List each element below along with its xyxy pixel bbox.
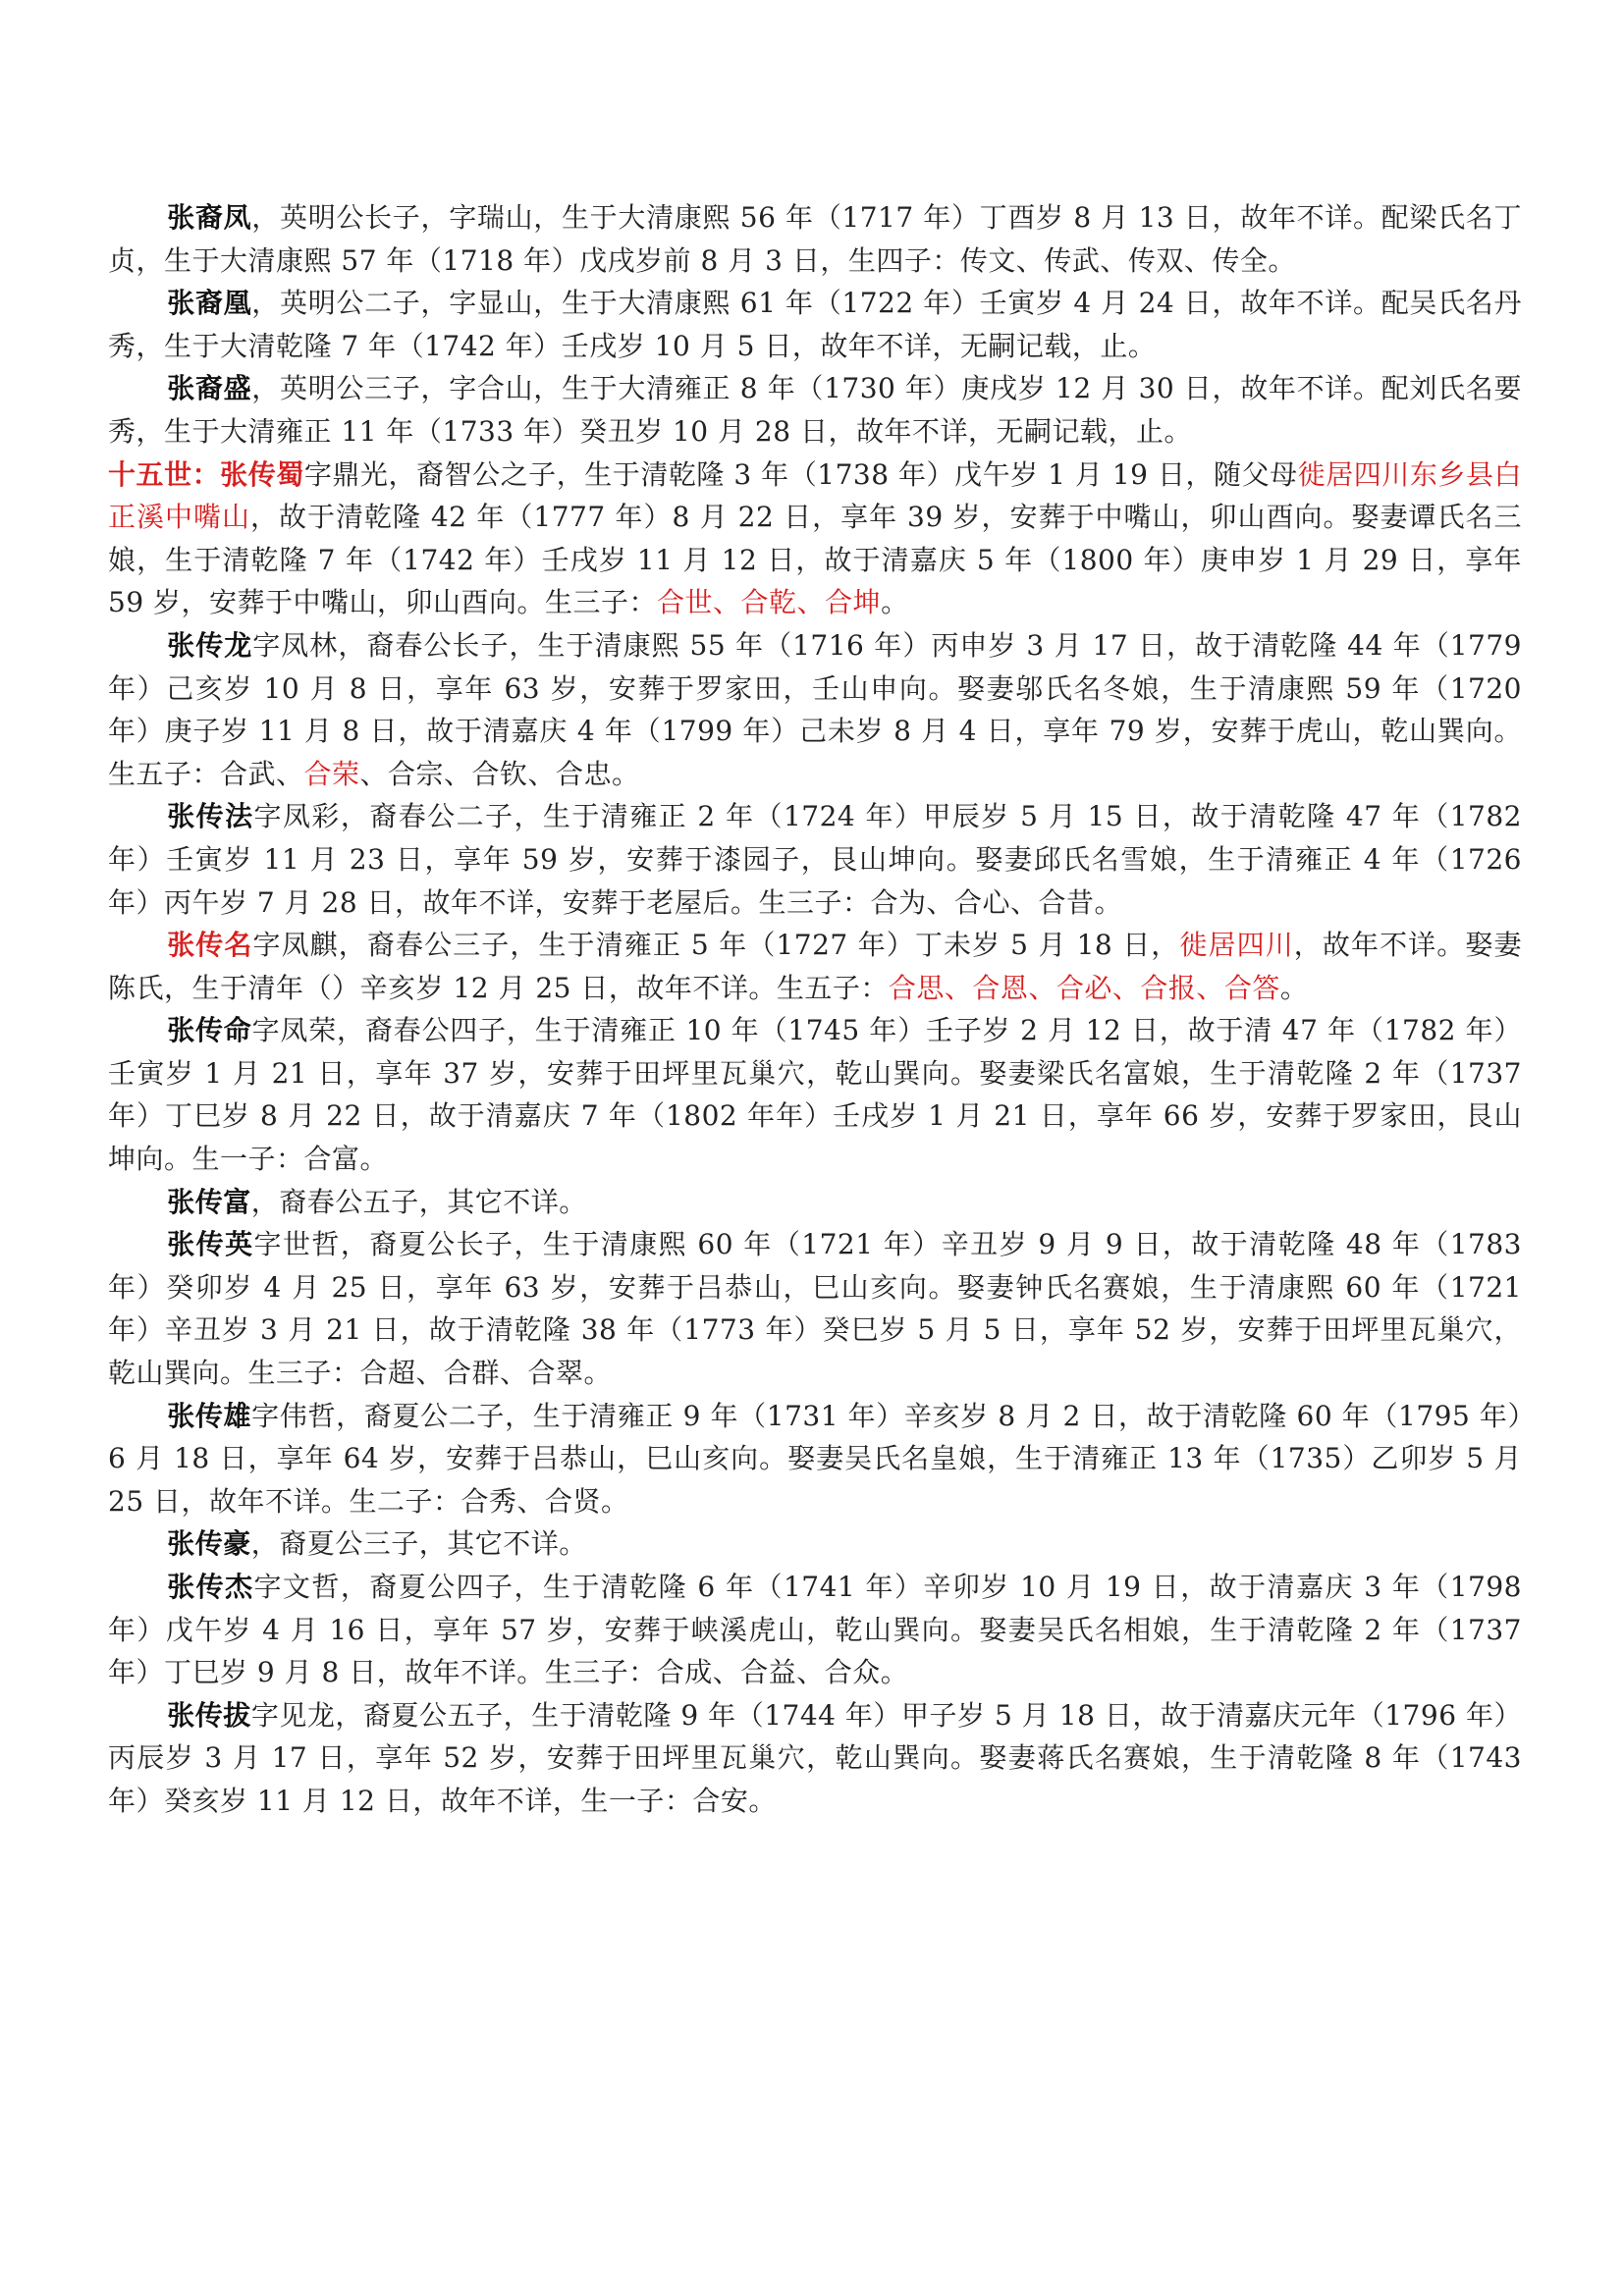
entry-text: ，裔春公五子，其它不详。 (250, 1185, 587, 1218)
person-name: 张传杰 (167, 1571, 254, 1603)
entry-text: 。 (1279, 971, 1309, 1004)
highlighted-text: 徙居四川东乡县白正溪中嘴山 (108, 457, 1522, 534)
person-name: 张传富 (167, 1185, 251, 1218)
genealogy-entry (108, 1181, 1522, 1224)
genealogy-entry (108, 1522, 1522, 1566)
entry-text: 字世哲，裔夏公长子，生于清康熙 60 年（1721 年）辛丑岁 9 月 9 日，故于清乾隆 48 年（1783 年）癸卯岁 4 月 25 日，享年 63 岁，安葬于吕恭山，巳山亥向。娶妻钟氏名赛娘，生于清康熙 60 年（1721 年）辛丑岁 3 月 21 日，故于清乾隆 38 年（1773 年）癸巳岁 5 月 5 日，享年 52 岁，安葬于田坪里瓦巢穴，乾山巽向。生三子：合超、合群、合翠。 (108, 1228, 1522, 1390)
genealogy-entry (108, 1566, 1522, 1694)
person-name: 张裔凰 (167, 287, 252, 320)
entry-text: 。 (881, 586, 909, 619)
person-name: 张传龙 (167, 628, 253, 662)
genealogy-page (108, 196, 1522, 1823)
entry-text: 字文哲，裔夏公四子，生于清乾隆 6 年（1741 年）辛卯岁 10 月 19 日，故于清嘉庆 3 年（1798 年）戊午岁 4 月 16 日，享年 57 岁，安葬于峡溪虎山，乾山巽向。娶妻吴氏名相娘，生于清乾隆 2 年（1737 年）丁巳岁 9 月 8 日，故年不详。生三子：合成、合益、合众。 (108, 1571, 1522, 1689)
person-name: 十五世：张传蜀 (108, 457, 304, 491)
genealogy-entry (108, 624, 1522, 795)
entry-text: ，英明公长子，字瑞山，生于大清康熙 56 年（1717 年）丁酉岁 8 月 13 日，故年不详。配梁氏名丁贞，生于大清康熙 57 年（1718 年）戊戌岁前 8 月 3 日，生四子：传文、传武、传双、传全。 (108, 201, 1522, 277)
person-name: 张传命 (167, 1014, 252, 1047)
person-name: 张传英 (167, 1228, 254, 1261)
genealogy-entry (108, 196, 1522, 282)
person-name: 张传豪 (167, 1527, 251, 1561)
genealogy-entry (108, 367, 1522, 453)
person-name: 张传名 (167, 929, 253, 962)
entry-text: 字凤彩，裔春公二子，生于清雍正 2 年（1724 年）甲辰岁 5 月 15 日，故于清乾隆 47 年（1782 年）壬寅岁 11 月 23 日，享年 59 岁，安葬于漆园子，艮山坤向。娶妻邱氏名雪娘，生于清雍正 4 年（1726 年）丙午岁 7 月 28 日，故年不详，安葬于老屋后。生三子：合为、合心、合昔。 (108, 800, 1522, 919)
genealogy-entry (108, 454, 1522, 624)
genealogy-entry (108, 924, 1522, 1009)
entry-text: 、合宗、合钦、合忠。 (359, 757, 640, 790)
entry-text: ，英明公三子，字合山，生于大清雍正 8 年（1730 年）庚戌岁 12 月 30 日，故年不详。配刘氏名要秀，生于大清雍正 11 年（1733 年）癸丑岁 10 月 28 日，故年不详，无嗣记载，止。 (108, 372, 1522, 448)
entry-text: 字伟哲，裔夏公二子，生于清雍正 9 年（1731 年）辛亥岁 8 月 2 日，故于清乾隆 60 年（1795 年）6 月 18 日，享年 64 岁，安葬于吕恭山，巳山亥向。娶妻吴氏名皇娘，生于清雍正 13 年（1735）乙卯岁 5 月 25 日，故年不详。生二子：合秀、合贤。 (108, 1399, 1522, 1518)
highlighted-text: 合思、合恩、合必、合报、合答 (888, 971, 1280, 1004)
highlighted-text: 合世、合乾、合坤 (657, 586, 882, 619)
genealogy-entry (108, 795, 1522, 924)
person-name: 张传雄 (167, 1399, 252, 1432)
entry-text: 字凤荣，裔春公四子，生于清雍正 10 年（1745 年）壬子岁 2 月 12 日，故于清 47 年（1782 年）壬寅岁 1 月 21 日，享年 37 岁，安葬于田坪里瓦巢穴，乾山巽向。娶妻梁氏名富娘，生于清乾隆 2 年（1737 年）丁巳岁 8 月 22 日，故于清嘉庆 7 年（1802 年年）壬戌岁 1 月 21 日，享年 66 岁，安葬于罗家田，艮山坤向。生一子：合富。 (108, 1014, 1522, 1176)
entry-text: 字见龙，裔夏公五子，生于清乾隆 9 年（1744 年）甲子岁 5 月 18 日，故于清嘉庆元年（1796 年）丙辰岁 3 月 17 日，享年 52 岁，安葬于田坪里瓦巢穴，乾山巽向。娶妻蒋氏名赛娘，生于清乾隆 8 年（1743 年）癸亥岁 11 月 12 日，故年不详，生一子：合安。 (108, 1698, 1522, 1817)
genealogy-entry (108, 1395, 1522, 1523)
genealogy-entry (108, 282, 1522, 367)
highlighted-text: 徙居四川 (1179, 929, 1294, 962)
person-name: 张裔凤 (167, 201, 252, 234)
entry-text: ，故于清乾隆 42 年（1777 年）8 月 22 日，享年 39 岁，安葬于中嘴山，卯山酉向。娶妻谭氏名三娘，生于清乾隆 7 年（1742 年）壬戌岁 11 月 12 日，故于清嘉庆 5 年（1800 年）庚申岁 1 月 29 日，享年 59 岁，安葬于中嘴山，卯山酉向。生三子： (108, 501, 1522, 619)
entry-text: ，英明公二子，字显山，生于大清康熙 61 年（1722 年）壬寅岁 4 月 24 日，故年不详。配吴氏名丹秀，生于大清乾隆 7 年（1742 年）壬戌岁 10 月 5 日，故年不详，无嗣记载，止。 (108, 287, 1522, 362)
person-name: 张传拔 (167, 1698, 251, 1732)
entry-text: 字鼎光，裔智公之子，生于清乾隆 3 年（1738 年）戊午岁 1 月 19 日，随父母 (303, 457, 1298, 491)
genealogy-entry (108, 1223, 1522, 1394)
entry-text: 字凤麒，裔春公三子，生于清雍正 5 年（1727 年）丁未岁 5 月 18 日， (252, 929, 1180, 962)
genealogy-entry (108, 1694, 1522, 1823)
genealogy-entry (108, 1009, 1522, 1180)
person-name: 张裔盛 (167, 372, 252, 405)
entry-text: ，裔夏公三子，其它不详。 (250, 1527, 587, 1561)
person-name: 张传法 (167, 800, 254, 833)
highlighted-text: 合荣 (303, 757, 360, 790)
entry-text: ，故年不详。娶妻陈氏，生于清年（）辛亥岁 12 月 25 日，故年不详。生五子： (108, 929, 1522, 1004)
entry-text: 字凤林，裔春公长子，生于清康熙 55 年（1716 年）丙申岁 3 月 17 日，故于清乾隆 44 年（1779 年）己亥岁 10 月 8 日，享年 63 岁，安葬于罗家田，壬山申向。娶妻邬氏名冬娘，生于清康熙 59 年（1720 年）庚子岁 11 月 8 日，故于清嘉庆 4 年（1799 年）己未岁 8 月 4 日，享年 79 岁，安葬于虎山，乾山巽向。生五子：合武、 (108, 628, 1522, 790)
